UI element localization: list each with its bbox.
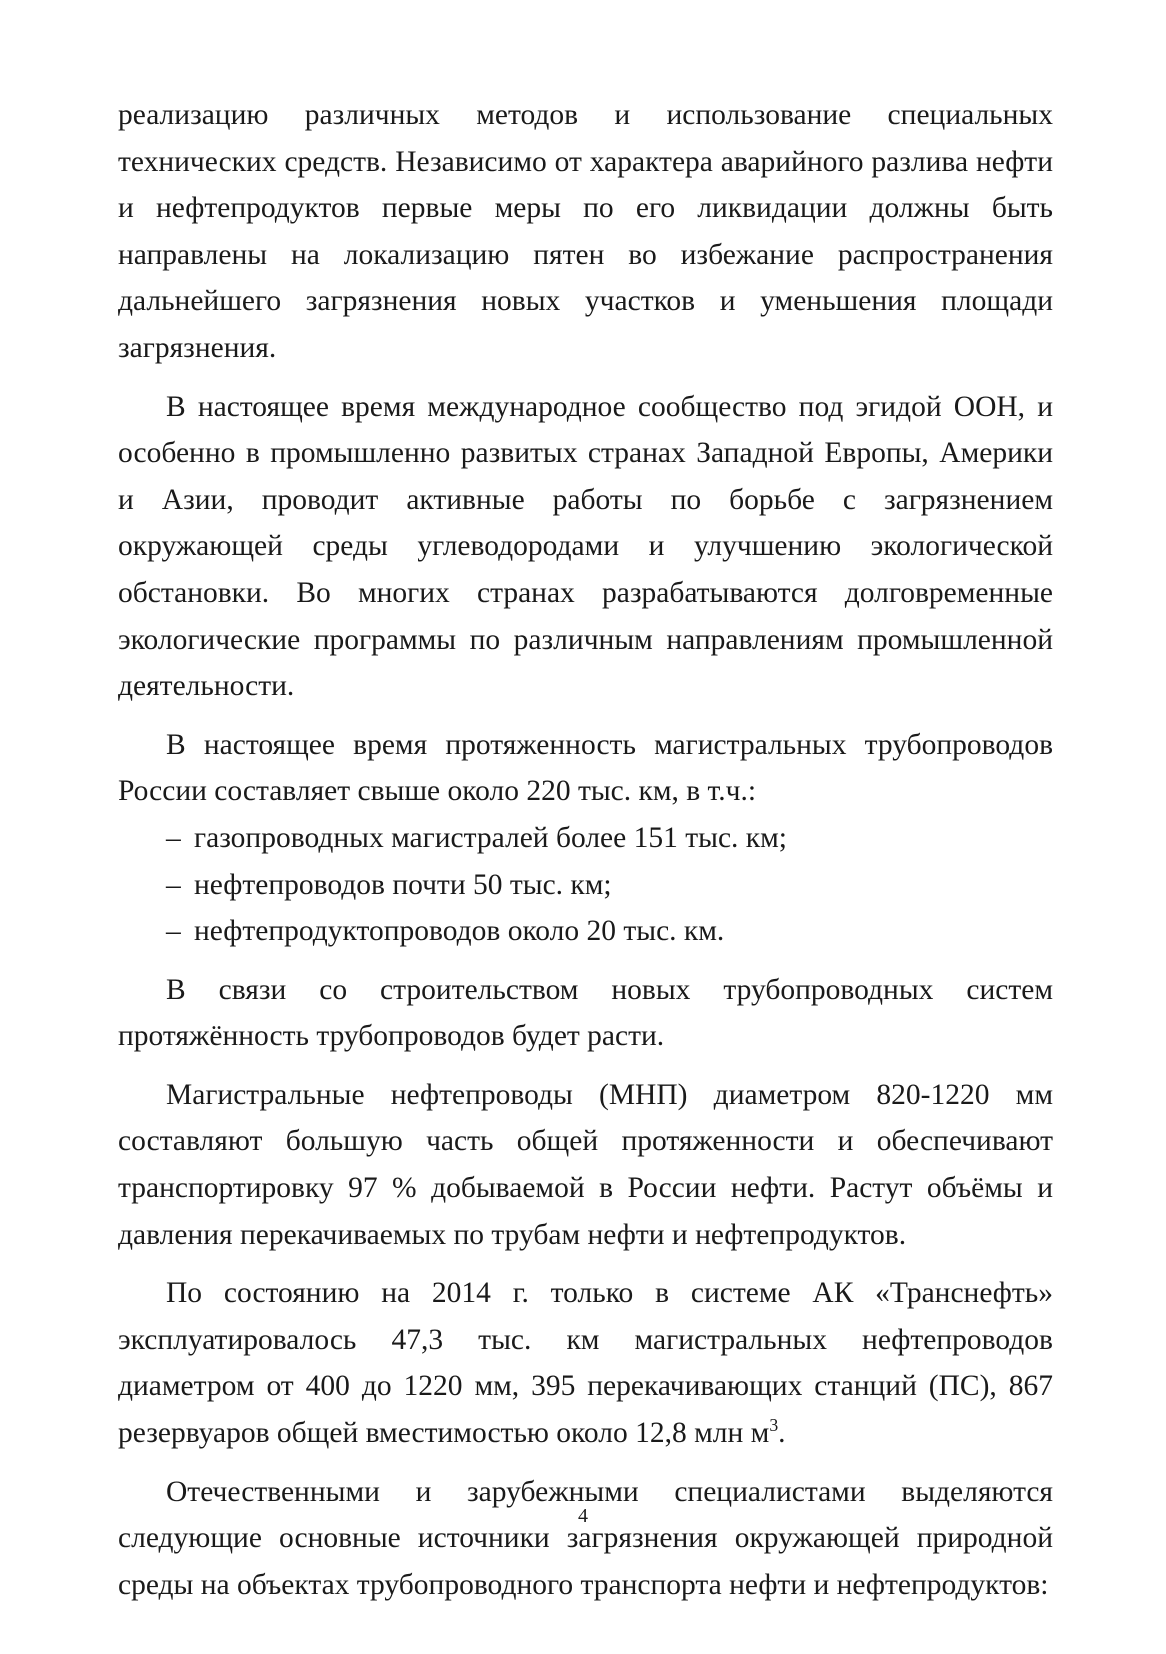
paragraph-pipeline-length: В настоящее время протяженность магистральных трубопроводов России составляет свыше около 220 тыс. км, в т.ч.:: [118, 728, 1053, 808]
list-item: [118, 815, 1053, 862]
paragraph-new-construction: В связи со строительством новых трубопроводных систем протяжённость трубопроводов будет расти.: [118, 973, 1053, 1053]
paragraph-spill-localization: реализацию различных методов и использование специальных технических средств. Независимо от характера аварийного разлива нефти и нефтепродуктов первые меры по его ликвидации должны быть направлены на локализацию пятен во избежание распространения дальнейшего загрязнения новых участков и уменьшения площади загрязнения.: [118, 99, 1053, 364]
paragraph-pollution-sources: Отечественными и зарубежными специалистами выделяются следующие основные источники загрязнения окружающей природной среды на объектах трубопроводного транспорта нефти и нефтепродуктов:: [118, 1475, 1053, 1601]
page-number: 4: [578, 1505, 588, 1527]
list-item-text: нефтепродуктопроводов около 20 тыс. км.: [194, 915, 725, 948]
cubic-superscript: 3: [769, 1415, 779, 1436]
transneft-end: .: [778, 1417, 786, 1450]
paragraph-transneft: [118, 1270, 1053, 1456]
list-item: [118, 908, 1053, 955]
paragraph-international-community: В настоящее время международное сообщество под эгидой ООН, и особенно в промышленно развитых странах Западной Европы, Америки и Азии, проводит активные работы по борьбе с загрязнением окружающей среды углеводородами и улучшению экологической обстановки. Во многих странах разрабатываются долговременные экологические программы по различным направлениям промышленной деятельности.: [118, 390, 1053, 703]
list-dash: –: [166, 821, 181, 854]
list-item-text: газопроводных магистралей более 151 тыс. км;: [194, 821, 787, 854]
transneft-text: По состоянию на 2014 г. только в системе АК «Транснефть» эксплуатировалось 47,3 тыс. км магистральных нефтепроводов диаметром от 400 до 1220 мм, 395 перекачивающих станций (ПС), 867 резервуаров общей вместимостью около 12,8 млн м: [118, 1277, 1053, 1450]
page-body: [118, 92, 1053, 1620]
paragraph-main-oil-pipelines: Магистральные нефтепроводы (МНП) диаметром 820-1220 мм составляют большую часть общей протяженности и обеспечивают транспортировку 97 % добываемой в России нефти. Растут объёмы и давления перекачиваемых по трубам нефти и нефтепродуктов.: [118, 1078, 1053, 1251]
list-dash: –: [166, 915, 181, 948]
list-item-text: нефтепроводов почти 50 тыс. км;: [194, 868, 612, 901]
pipeline-length-list: [118, 815, 1053, 955]
list-dash: –: [166, 868, 181, 901]
list-item: [118, 862, 1053, 909]
